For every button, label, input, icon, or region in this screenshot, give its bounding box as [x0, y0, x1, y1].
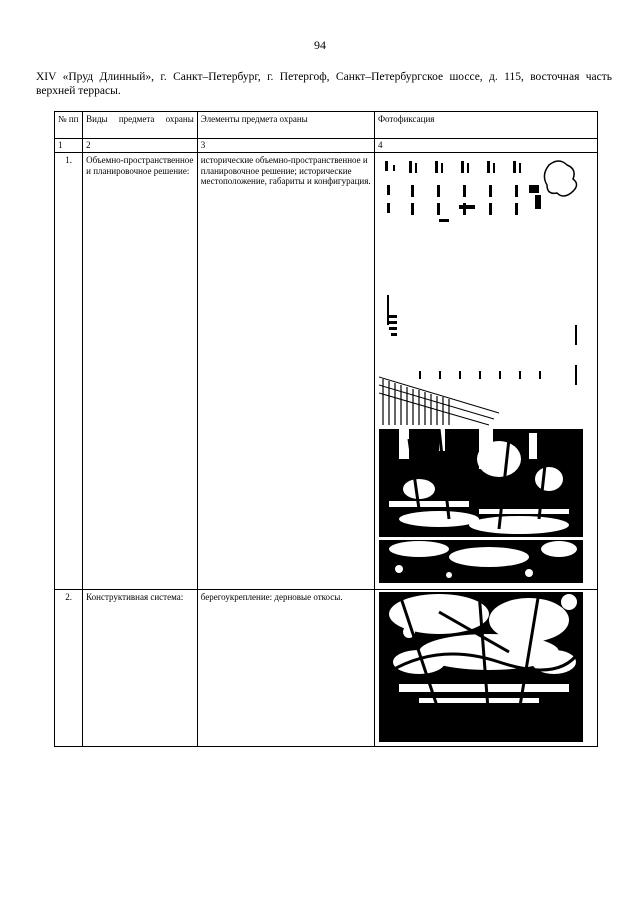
column-number-3: 3	[197, 139, 374, 153]
header-type-text: Виды предмета охраны	[86, 114, 194, 124]
table-header-row	[55, 112, 598, 139]
object-heading: XIV «Пруд Длинный», г. Санкт–Петербург, г. Петергоф, Санкт–Петербургское шоссе, д. 115, восточная часть верхней террасы.	[36, 71, 612, 97]
header-elements: Элементы предмета охраны	[197, 112, 374, 139]
header-number: № пп	[55, 112, 83, 139]
column-number-1: 1	[55, 139, 83, 153]
row-photos	[374, 153, 597, 590]
row-elements: берегоукрепление: дерновые откосы.	[197, 590, 374, 747]
header-photo: Фотофиксация	[374, 112, 597, 139]
header-type	[83, 112, 198, 139]
pond-photo	[379, 429, 583, 583]
table-row	[55, 153, 598, 590]
row-number: 2.	[55, 590, 83, 747]
column-number-2: 2	[83, 139, 198, 153]
column-number-row	[55, 139, 598, 153]
column-number-4: 4	[374, 139, 597, 153]
row-type: Конструктивная система:	[83, 590, 198, 747]
row-elements: исторические объемно-пространственное и планировочное решение; исторические местоположение, габариты и конфигурация.	[197, 153, 374, 590]
embankment-photo	[379, 592, 583, 742]
facade-photo	[379, 155, 583, 427]
protection-table	[54, 111, 598, 747]
row-photos	[374, 590, 597, 747]
row-type: Объемно-пространственное и планировочное решение:	[83, 153, 198, 590]
page-number: 94	[314, 38, 326, 52]
row-number: 1.	[55, 153, 83, 590]
table-row	[55, 590, 598, 747]
